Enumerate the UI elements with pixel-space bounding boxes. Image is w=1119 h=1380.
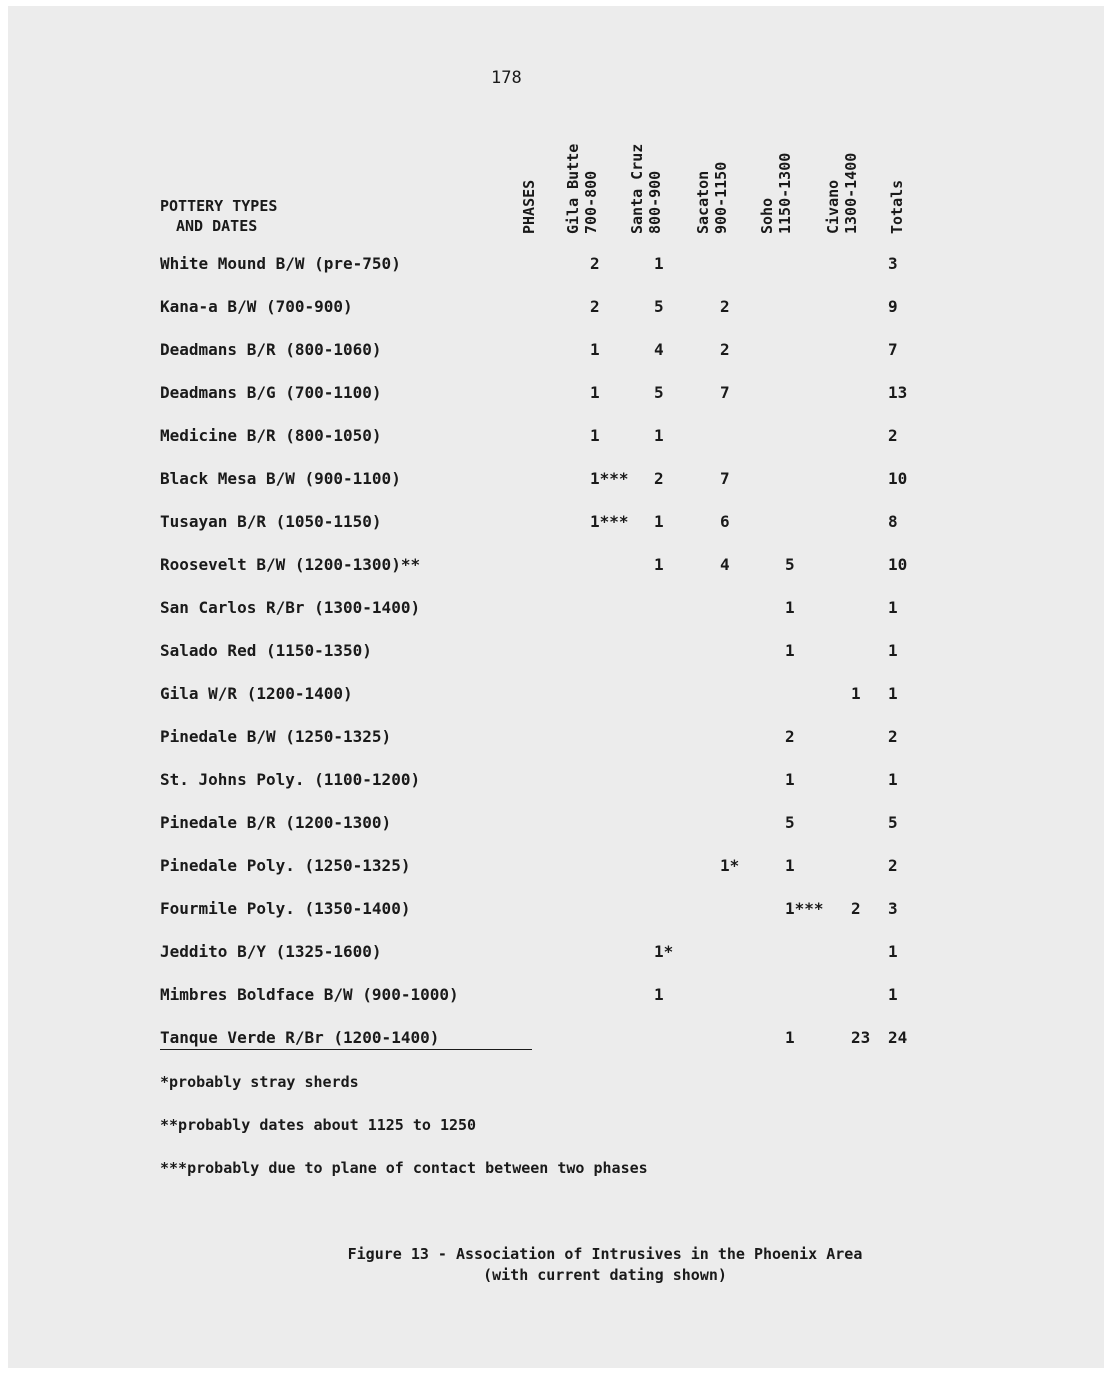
total-cell: 2 <box>888 426 898 445</box>
table-row <box>8 254 1104 297</box>
total-cell: 10 <box>888 469 908 488</box>
page-number: 178 <box>491 68 522 88</box>
count-cell: 4 <box>720 555 730 574</box>
pottery-type-label: White Mound B/W (pre-750) <box>160 254 401 273</box>
total-cell: 13 <box>888 383 908 402</box>
count-cell: 1 <box>851 684 861 703</box>
column-heading-santa-cruz: Santa Cruz 800-900 <box>628 143 664 234</box>
count-cell: 5 <box>654 383 664 402</box>
count-cell: 2 <box>720 340 730 359</box>
footnote: ***probably due to plane of contact between two phases <box>160 1159 648 1177</box>
pottery-type-label: Black Mesa B/W (900-1100) <box>160 469 401 488</box>
total-cell: 10 <box>888 555 908 574</box>
table-row <box>8 469 1104 512</box>
table-row <box>8 942 1104 985</box>
footnote: **probably dates about 1125 to 1250 <box>160 1116 477 1134</box>
pottery-types-heading <box>160 196 277 236</box>
count-cell: 6 <box>720 512 730 531</box>
pottery-type-label: St. Johns Poly. (1100-1200) <box>160 770 421 789</box>
count-cell: 1 <box>590 340 600 359</box>
pottery-type-label: San Carlos R/Br (1300-1400) <box>160 598 421 617</box>
count-cell: 5 <box>654 297 664 316</box>
caption-line1: Figure 13 - Association of Intrusives in the Phoenix Area <box>347 1245 863 1263</box>
pottery-table <box>8 254 1104 1071</box>
pottery-type-label: Pinedale Poly. (1250-1325) <box>160 856 411 875</box>
count-cell: 5 <box>785 555 795 574</box>
table-row <box>8 899 1104 942</box>
total-cell: 2 <box>888 856 898 875</box>
total-cell: 7 <box>888 340 898 359</box>
pottery-type-label: Tusayan B/R (1050-1150) <box>160 512 382 531</box>
column-heading-civano: Civano 1300-1400 <box>824 152 860 234</box>
total-cell: 3 <box>888 899 898 918</box>
table-row <box>8 1028 1104 1071</box>
count-cell: 5 <box>785 813 795 832</box>
count-cell: 1 <box>785 598 795 617</box>
count-cell: 4 <box>654 340 664 359</box>
count-cell: 7 <box>720 383 730 402</box>
pottery-type-label: Roosevelt B/W (1200-1300)** <box>160 555 421 574</box>
pottery-type-label: Deadmans B/R (800-1060) <box>160 340 382 359</box>
caption-line2: (with current dating shown) <box>483 1266 727 1284</box>
count-cell: 1 <box>590 426 600 445</box>
table-row <box>8 512 1104 555</box>
table-row <box>8 340 1104 383</box>
column-heading-totals: Totals <box>888 179 906 234</box>
count-cell: 2 <box>720 297 730 316</box>
count-cell: 1 <box>785 770 795 789</box>
column-heading-gila-butte: Gila Butte 700-800 <box>564 143 600 234</box>
count-cell: 2 <box>654 469 664 488</box>
table-row <box>8 985 1104 1028</box>
total-cell: 1 <box>888 598 898 617</box>
pottery-type-label: Pinedale B/W (1250-1325) <box>160 727 392 746</box>
footnotes <box>160 1073 648 1202</box>
total-cell: 1 <box>888 641 898 660</box>
count-cell: 2 <box>851 899 861 918</box>
pottery-type-label: Jeddito B/Y (1325-1600) <box>160 942 382 961</box>
total-cell: 1 <box>888 770 898 789</box>
table-row <box>8 641 1104 684</box>
count-cell: 2 <box>785 727 795 746</box>
count-cell: 1 <box>785 856 795 875</box>
footnote: *probably stray sherds <box>160 1073 359 1091</box>
total-cell: 1 <box>888 942 898 961</box>
total-cell: 3 <box>888 254 898 273</box>
count-cell: 1 <box>654 426 664 445</box>
table-row <box>8 770 1104 813</box>
table-row <box>8 598 1104 641</box>
count-cell: 1 <box>785 1028 795 1047</box>
count-cell: 1*** <box>590 469 629 488</box>
types-heading-line2: AND DATES <box>176 217 258 235</box>
column-heading-soho: Soho 1150-1300 <box>758 152 794 234</box>
count-cell: 2 <box>590 254 600 273</box>
table-row <box>8 727 1104 770</box>
pottery-type-label: Pinedale B/R (1200-1300) <box>160 813 392 832</box>
count-cell: 1 <box>654 555 664 574</box>
pottery-type-label: Deadmans B/G (700-1100) <box>160 383 382 402</box>
table-row <box>8 297 1104 340</box>
pottery-type-label: Tanque Verde R/Br (1200-1400) <box>160 1028 532 1050</box>
document-page <box>8 6 1104 1368</box>
total-cell: 1 <box>888 985 898 1004</box>
count-cell: 1 <box>654 985 664 1004</box>
count-cell: 1* <box>720 856 740 875</box>
column-heading-sacaton: Sacaton 900-1150 <box>694 161 730 234</box>
pottery-type-label: Fourmile Poly. (1350-1400) <box>160 899 411 918</box>
table-row <box>8 813 1104 856</box>
pottery-type-label: Gila W/R (1200-1400) <box>160 684 353 703</box>
figure-caption <box>290 1244 920 1286</box>
table-row <box>8 684 1104 727</box>
count-cell: 1*** <box>590 512 629 531</box>
count-cell: 1 <box>590 383 600 402</box>
types-heading-line1: POTTERY TYPES <box>160 197 278 215</box>
pottery-type-label: Mimbres Boldface B/W (900-1000) <box>160 985 459 1004</box>
count-cell: 1* <box>654 942 674 961</box>
pottery-type-label: Kana-a B/W (700-900) <box>160 297 353 316</box>
table-row <box>8 555 1104 598</box>
pottery-type-label: Medicine B/R (800-1050) <box>160 426 382 445</box>
table-row <box>8 426 1104 469</box>
total-cell: 9 <box>888 297 898 316</box>
count-cell: 1*** <box>785 899 824 918</box>
total-cell: 2 <box>888 727 898 746</box>
count-cell: 1 <box>654 512 664 531</box>
count-cell: 23 <box>851 1028 871 1047</box>
table-row <box>8 383 1104 426</box>
phases-heading: PHASES <box>520 179 538 234</box>
count-cell: 1 <box>785 641 795 660</box>
count-cell: 7 <box>720 469 730 488</box>
total-cell: 8 <box>888 512 898 531</box>
count-cell: 1 <box>654 254 664 273</box>
count-cell: 2 <box>590 297 600 316</box>
pottery-type-label: Salado Red (1150-1350) <box>160 641 372 660</box>
total-cell: 24 <box>888 1028 908 1047</box>
total-cell: 1 <box>888 684 898 703</box>
table-row <box>8 856 1104 899</box>
total-cell: 5 <box>888 813 898 832</box>
